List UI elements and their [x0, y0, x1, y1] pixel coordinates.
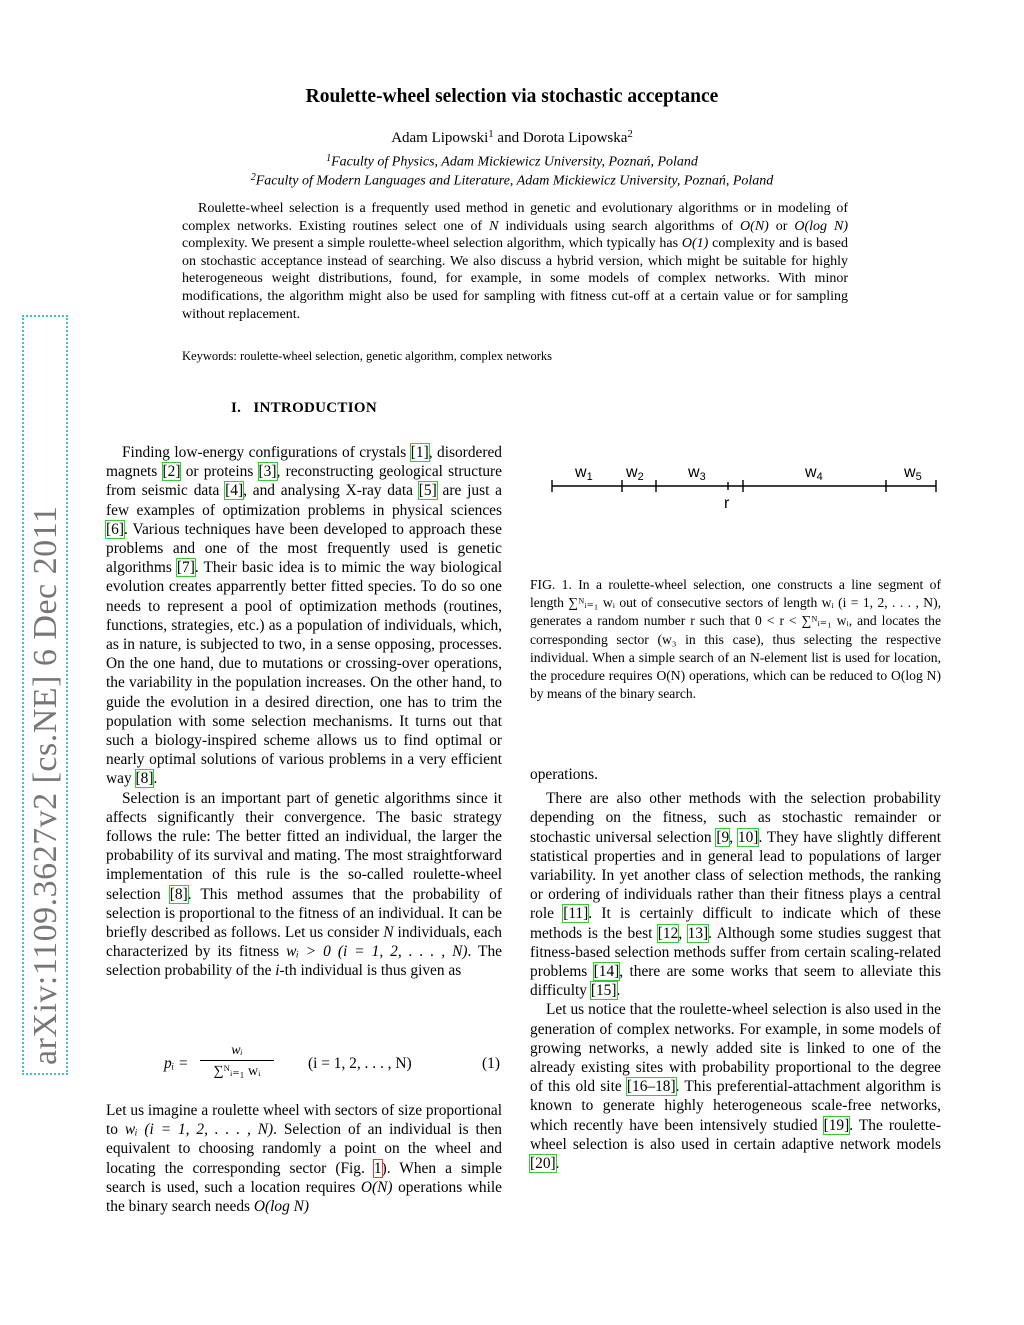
citation-link[interactable]: [19] [823, 1116, 850, 1134]
citation-link[interactable]: [7] [176, 559, 195, 577]
math: O(N) [360, 1178, 393, 1196]
weight-label: w3 [688, 464, 706, 483]
citation-link[interactable]: [2] [162, 463, 181, 481]
citation-link[interactable]: [11] [563, 905, 589, 923]
weight-label: w4 [805, 464, 823, 483]
paragraph-continuation: operations. [530, 766, 598, 783]
equation-number: (1) [482, 1055, 500, 1072]
equation-fraction [200, 1043, 274, 1080]
citation-link[interactable]: [1] [410, 444, 429, 461]
citation-link[interactable]: [20] [530, 1155, 556, 1173]
affiliation-text: Faculty of Physics, Adam Mickiewicz University, Poznań, Poland [331, 154, 698, 170]
abstract [182, 200, 848, 323]
author-1-superscript: 1 [488, 128, 494, 140]
abstract-text: Roulette-wheel selection is a frequently used method in genetic and evolutionary algorithms or in modeling of complex networks. Existing routines select one of [182, 201, 848, 234]
abstract-text: individuals using search algorithms of [498, 218, 741, 234]
citation-link[interactable]: [15] [590, 982, 617, 1000]
left-column-body-continued [106, 1101, 502, 1216]
paragraph: Let us notice that the roulette-wheel selection is also used in the generation of complex networks. For example, in some models of growing networks, a newly added site is linked to one of the already existing sites with probability proportional to the degree of this old site [16–18]. This preferential-attachment algorithm is known to generate highly heterogeneous scale-free networks, which recently have been intensively studied [19]. The roulette-wheel selection is also used in certain adaptive network models [20]. [530, 1001, 941, 1173]
equation-numerator: wᵢ [200, 1043, 274, 1061]
equation-range: (i = 1, 2, . . . , N) [308, 1055, 412, 1072]
citation-link[interactable]: [14] [593, 963, 620, 981]
paragraph: Selection is an important part of genetic algorithms since it affects significantly their convergence. The basic strategy follows the rule: The better fitted an individual, the larger the probability of its survival and mating. The most straightforward implementation of this rule is the so-called roulette-wheel selection [8]. This method assumes that the probability of selection is proportional to the fitness of an individual. It can be briefly described as follows. Let us consider N individuals, each characterized by its fitness wᵢ > 0 (i = 1, 2, . . . , N). The selection probability of the i-th individual is thus given as [106, 789, 502, 980]
citation-link[interactable]: [9 [716, 828, 730, 846]
right-column-body [530, 765, 941, 1173]
keywords: Keywords: roulette-wheel selection, genetic algorithm, complex networks [182, 349, 553, 363]
arxiv-identifier-stamp[interactable]: arXiv:1109.3627v2 [cs.NE] 6 Dec 2011 [22, 315, 68, 1075]
author-line [0, 128, 1024, 147]
paper-title: Roulette-wheel selection via stochastic acceptance [305, 86, 719, 107]
math: wᵢ (i = 1, 2, . . . , N) [124, 1121, 274, 1139]
figure-caption: FIG. 1. In a roulette-wheel selection, one constructs a line segment of length ∑ᴺᵢ₌₁ wᵢ out of consecutive sectors of length wᵢ (i = 1, 2, . . . , N), generates a random number r such that 0 < r < ∑ᴺᵢ₌₁ wᵢ, and locates the corresponding sector (w₃ in this case), thus selecting the respective individual. When a simple search of an N-element list is used for location, the procedure requires O(N) operations, which can be reduced to O(log N) by means of the binary search. [530, 577, 941, 702]
section-number: I. [231, 400, 242, 416]
citation-link[interactable]: [5] [418, 482, 437, 500]
citation-link[interactable]: [8] [169, 885, 188, 903]
affiliation-marker: 1 [326, 153, 332, 164]
equation-denominator: ∑ᴺᵢ₌₁ wᵢ [213, 1064, 261, 1079]
author-1: Adam Lipowski [391, 129, 489, 146]
math: N [489, 218, 499, 234]
figure-link[interactable]: 1 [373, 1159, 382, 1177]
left-column-body [106, 443, 502, 981]
abstract-text: complexity. We present a simple roulette-wheel selection algorithm, which typically has [182, 236, 682, 252]
math: N [383, 924, 394, 942]
math: wᵢ > 0 (i = 1, 2, . . . , N) [286, 943, 468, 961]
weight-label: w1 [575, 464, 593, 483]
math: i [275, 962, 280, 980]
author-2: Dorota Lipowska [522, 129, 628, 146]
author-2-superscript: 2 [627, 128, 633, 140]
random-point-label: r [724, 495, 730, 512]
math: O(log N) [794, 218, 848, 234]
citation-link[interactable]: [3] [258, 463, 277, 481]
author-conjunction: and [497, 129, 520, 146]
citation-link[interactable]: [6] [106, 520, 124, 538]
paragraph: Let us imagine a roulette wheel with sectors of size proportional to wᵢ (i = 1, 2, . . . , N). Selection of an individual is then equivalent to choosing randomly a point on the wheel and locating the corresponding sector (Fig. 1). When a simple search is used, such a location requires O(N) operations while the binary search needs O(log N) [106, 1102, 503, 1216]
citation-link[interactable]: [16–18] [626, 1078, 676, 1096]
figure-1-line-segment [548, 458, 940, 514]
affiliation-2 [0, 172, 1024, 190]
math: O(log N) [253, 1198, 310, 1216]
math: O(1) [681, 236, 709, 252]
section-title: INTRODUCTION [253, 400, 377, 416]
citation-link[interactable]: [8] [135, 770, 154, 788]
abstract-text: complexity and is based on stochastic acceptance instead of searching. We also discuss a hybrid version, which might be suitable for highly heterogeneous weight distributions, found, for example, in some models of complex networks. With minor modifications, the algorithm might also be used for sampling with fitness cut-off at a certain value or for sampling without replacement. [182, 236, 848, 322]
paragraph: Finding low-energy configurations of crystals [1], disordered magnets [2] or proteins [3], reconstructing geological structure from seismic data [4], and analysing X-ray data [5] are just a few examples of optimization problems in physical sciences [6]. Various techniques have been developed to approach these problems and one of the most frequently used is genetic algorithms [7]. Their basic idea is to mimic the way biological evolution creates apparrently better fitted species. To do so one needs to represent a pool of optimization methods (routines, functions, strategies, etc.) as a population of individuals, which, as in nature, is subjected to two, in a sense opposing, processes. On the one hand, due to mutations or crossing-over operations, the variability in the population increases. On the other hand, to guide the evolution in a desired direction, one has to trim the population with some selection mechanisms. It turns out that such a biology-inspired scheme allows us to find optimal or nearly optimal solutions of various problems in a very efficient way [8]. [106, 444, 502, 788]
affiliation-1 [0, 153, 1024, 171]
abstract-text: or [768, 218, 795, 234]
citation-link[interactable]: 10] [737, 828, 759, 846]
affiliation-marker: 2 [250, 172, 256, 183]
paragraph: There are also other methods with the selection probability depending on the fitness, such as stochastic remainder or stochastic universal selection [9, 10]. They have slightly different statistical properties and in general lead to populations of larger variability. In yet another class of selection methods, the ranking or ordering of individuals rather than their fitness plays a central role [11]. It is certainly difficult to indicate which of these methods is the best [12, 13]. Although some studies suggest that fitness-based selection methods suffer from certain scaling-related problems [14], there are some works that seem to alleviate this difficulty [15]. [530, 790, 942, 1000]
citation-link[interactable]: [12 [657, 924, 679, 942]
citation-link[interactable]: [4] [225, 482, 244, 500]
weight-label: w5 [904, 464, 922, 483]
weight-label: w2 [626, 464, 644, 483]
equation-1 [106, 1043, 502, 1091]
citation-link[interactable]: 13] [687, 924, 709, 942]
math: O(N) [740, 218, 769, 234]
affiliation-text: Faculty of Modern Languages and Literature, Adam Mickiewicz University, Poznań, Poland [255, 173, 774, 189]
equation-lhs: pᵢ = [164, 1055, 189, 1072]
section-heading [106, 400, 502, 417]
